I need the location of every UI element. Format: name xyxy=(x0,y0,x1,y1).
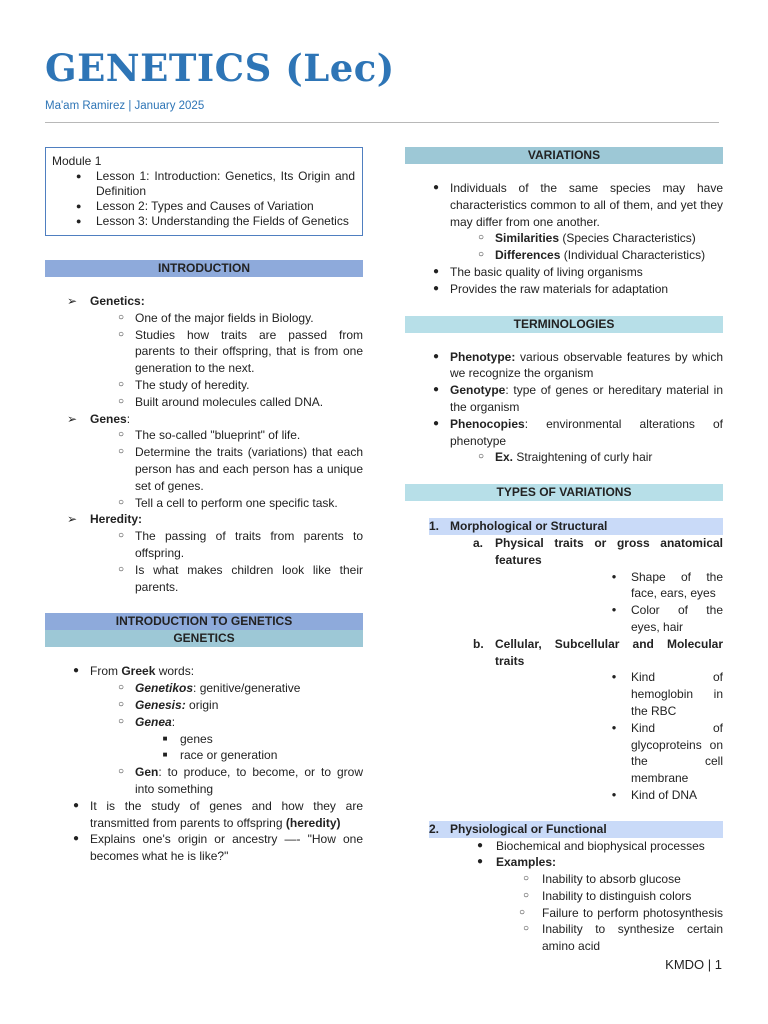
dot-bullet-icon: ● xyxy=(611,789,617,799)
list-item: ○ Genetikos: genitive/generative xyxy=(90,680,363,697)
list-item: ● Shape of the face, ears, eyes xyxy=(495,569,723,603)
list-item: ○ Is what makes children look like their parents. xyxy=(90,562,363,596)
dot-bullet-icon: ● xyxy=(476,839,484,851)
list-item: ● Phenotype: various observable features by which we recognize the organism xyxy=(405,349,723,383)
list-item: ➢ Genes: ○ The so-called "blueprint" of life. ○ Determine the traits (variations) that each person has and each person has a unique set of genes. ○ Tell a cell to perform one specific task. xyxy=(66,411,363,510)
arrow-bullet-icon: ➢ xyxy=(66,411,78,426)
dot-bullet-icon: ● xyxy=(611,605,617,615)
list-item: ● It is the study of genes and how they are transmitted from parents to offspring (heredity) xyxy=(45,798,363,832)
circle-bullet-icon: ○ xyxy=(477,451,485,463)
circle-bullet-icon: ○ xyxy=(477,249,485,261)
list-item: ● Color of the eyes, hair xyxy=(495,602,723,636)
circle-bullet-icon: ○ xyxy=(117,311,125,323)
list-item xyxy=(45,293,363,411)
list-item: ● Provides the raw materials for adaptation xyxy=(405,281,723,298)
lesson-item: ● Lesson 3: Understanding the Fields of Genetics xyxy=(52,214,355,229)
list-item: b. Cellular, Subcellular and Molecular traits ● Kind of hemoglobin in the RBC ● Kind of glycoproteins on the cell membrane ● Kind of DNA xyxy=(473,636,723,802)
square-bullet-icon: ■ xyxy=(162,733,168,743)
introduction-section xyxy=(45,293,363,595)
variations-section xyxy=(405,180,723,298)
list-item: ■ race or generation xyxy=(135,747,363,764)
list-item: ● Examples: ○ Inability to absorb glucose ○ Inability to distinguish colors ○ Failure to perform photosynthesis ○ Inability to synthesize certain amino acid xyxy=(405,854,723,955)
lesson-item: ● Lesson 2: Types and Causes of Variation xyxy=(52,199,355,214)
term-heredity: Heredity: xyxy=(90,512,143,527)
circle-bullet-icon: ○ xyxy=(477,232,485,244)
term-genetics: Genetics: xyxy=(90,294,145,308)
genetics-heading: GENETICS xyxy=(45,630,363,647)
list-item: ● Kind of DNA xyxy=(495,787,723,804)
dot-bullet-icon: ● xyxy=(72,799,80,811)
dot-bullet-icon: ● xyxy=(432,384,440,396)
module-box xyxy=(45,147,363,236)
intro-genetics-headings xyxy=(45,613,363,647)
list-item: ● Explains one's origin or ancestry —- "How one becomes what he is like?" xyxy=(45,831,363,865)
lesson-item: ● Lesson 1: Introduction: Genetics, Its Origin and Definition xyxy=(52,169,355,199)
list-item: ● Biochemical and biophysical processes xyxy=(405,838,723,855)
dot-bullet-icon: ● xyxy=(476,856,484,868)
list-item: ● Phenocopies: environmental alterations of phenotype ○ Ex. Straightening of curly hair xyxy=(405,416,723,466)
circle-bullet-icon: ○ xyxy=(117,530,125,542)
list-item: ○ Inability to distinguish colors xyxy=(496,888,723,905)
square-bullet-icon: ■ xyxy=(162,750,168,760)
list-item: ○ Ex. Straightening of curly hair xyxy=(450,449,723,466)
circle-bullet-icon: ○ xyxy=(519,906,526,918)
list-item: ○ Differences (Individual Characteristics) xyxy=(450,247,723,264)
list-item: ○ Studies how traits are passed from parents to their offspring, that is from one generation to the next. xyxy=(90,327,363,377)
numbered-heading: 2. Physiological or Functional xyxy=(429,821,723,838)
circle-bullet-icon: ○ xyxy=(117,378,125,390)
circle-bullet-icon: ○ xyxy=(117,328,125,340)
list-item: ○ Similarities (Species Characteristics) xyxy=(450,230,723,247)
dot-bullet-icon: ● xyxy=(611,722,617,732)
dot-bullet-icon: ● xyxy=(611,571,617,581)
list-item: ● Kind of hemoglobin in the RBC xyxy=(495,669,723,719)
list-item: ■ genes xyxy=(135,731,363,748)
circle-bullet-icon: ○ xyxy=(117,429,125,441)
circle-bullet-icon: ○ xyxy=(522,873,530,885)
circle-bullet-icon: ○ xyxy=(117,395,125,407)
list-item: ○ The study of heredity. xyxy=(90,377,363,394)
dot-bullet-icon: ● xyxy=(432,350,440,362)
types-heading: TYPES OF VARIATIONS xyxy=(405,484,723,501)
list-item: ○ Failure to perform photosynthesis xyxy=(519,905,723,920)
intro-genetics-heading: INTRODUCTION TO GENETICS xyxy=(45,613,363,630)
list-item: ○ Tell a cell to perform one specific task. xyxy=(90,495,363,512)
lesson-list xyxy=(52,169,355,229)
page-footer: KMDO | 1 xyxy=(665,957,722,973)
circle-bullet-icon: ○ xyxy=(117,563,125,575)
list-item: ○ The so-called "blueprint" of life. xyxy=(90,427,363,444)
circle-bullet-icon: ○ xyxy=(117,698,125,710)
genetics-section xyxy=(45,663,363,865)
list-item: ● The basic quality of living organisms xyxy=(405,264,723,281)
dot-bullet-icon: ● xyxy=(432,182,440,193)
circle-bullet-icon: ○ xyxy=(117,446,125,458)
list-item: a. Physical traits or gross anatomical features ● Shape of the face, ears, eyes ● Color of the eyes, hair xyxy=(473,535,723,634)
introduction-heading: INTRODUCTION xyxy=(45,260,363,277)
list-item xyxy=(45,511,363,595)
dot-bullet-icon: ● xyxy=(432,282,440,294)
circle-bullet-icon: ○ xyxy=(117,496,125,508)
list-item: ○ Determine the traits (variations) that each person has and each person has a unique set of genes. xyxy=(90,444,363,494)
terminologies-heading: TERMINOLOGIES xyxy=(405,316,723,333)
header-divider xyxy=(45,122,719,123)
dot-bullet-icon: ● xyxy=(432,265,440,277)
dot-bullet-icon: ● xyxy=(72,665,80,677)
list-item: ○ The passing of traits from parents to offspring. xyxy=(90,528,363,562)
numbered-heading: 1. Morphological or Structural xyxy=(429,518,723,535)
morphological-section xyxy=(405,518,723,804)
list-item: ○ Built around molecules called DNA. xyxy=(90,394,363,411)
circle-bullet-icon: ○ xyxy=(117,766,125,778)
list-item: ● Genotype: type of genes or hereditary material in the organism xyxy=(405,382,723,416)
dot-bullet-icon: ● xyxy=(432,417,440,429)
circle-bullet-icon: ○ xyxy=(117,715,125,727)
term-genes: Genes xyxy=(90,411,127,426)
list-item: ● Kind of glycoproteins on the cell membrane xyxy=(495,720,723,787)
dot-bullet-icon: ● xyxy=(72,833,80,845)
variations-heading: VARIATIONS xyxy=(405,147,723,164)
list-item: ○ One of the major fields in Biology. xyxy=(90,310,363,327)
left-column xyxy=(45,147,363,883)
dot-bullet-icon: ● xyxy=(611,672,617,682)
document-title: GENETICS (Lec) xyxy=(45,46,395,90)
list-item: ○ Inability to synthesize certain amino acid xyxy=(496,921,723,955)
circle-bullet-icon: ○ xyxy=(117,682,125,694)
circle-bullet-icon: ○ xyxy=(522,889,530,901)
right-column xyxy=(405,147,723,955)
document-subtitle: Ma'am Ramirez | January 2025 xyxy=(45,100,205,112)
module-title: Module 1 xyxy=(52,154,102,168)
list-item: ○ Inability to absorb glucose xyxy=(496,871,723,888)
physiological-section xyxy=(405,821,723,955)
list-item: ○ Genea: ■ genes ■ race or generation xyxy=(90,714,363,764)
arrow-bullet-icon: ➢ xyxy=(66,294,78,308)
circle-bullet-icon: ○ xyxy=(522,923,530,935)
list-item: ● Individuals of the same species may have characteristics common to all of them, and yet they may differ from one another. ○ Similarities (Species Characteristics) ○ Differences (Individual Characteristics) xyxy=(405,180,723,264)
arrow-bullet-icon: ➢ xyxy=(66,512,78,527)
list-item: ○ Genesis: origin xyxy=(90,697,363,714)
list-item: ● From Greek words: ○ Genetikos: genitive/generative ○ Genesis: origin ○ Genea: ■ genes ■ race or generation ○ Gen: to produce, to become, or to grow into something xyxy=(45,663,363,797)
list-item: ○ Gen: to produce, to become, or to grow into something xyxy=(90,764,363,798)
terminologies-section xyxy=(405,349,723,467)
